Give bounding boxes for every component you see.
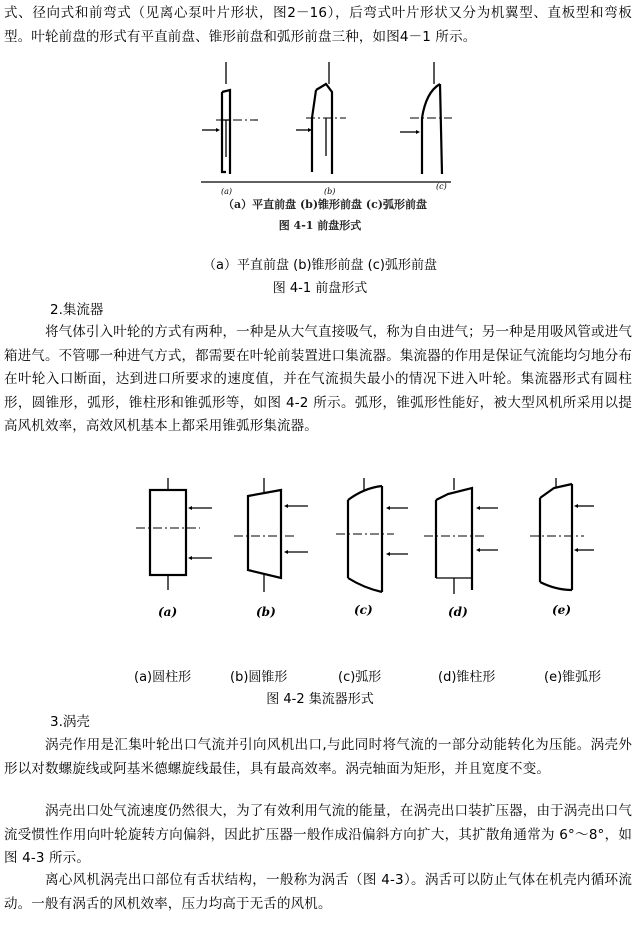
collector-paragraph: 将气体引入叶轮的方式有两种，一种是从大气直接吸气，称为自由进气；另一种是用吸风管或进气箱进气。不管哪一种进气方式，都需要在叶轮前装置进口集流器。集流器的作用是保证气流能均匀地分布在叶轮入口断面，达到进口所要求的速度值，并在气流损失最小的情况下进入叶轮。集流器形式有圆柱形，圆锥形，弧形，锥柱形和锥弧形等，如图 4-2 所示。弧形，锥弧形性能好，被大型风机所采用以提高风机效率，高效风机基本上都采用锥弧形集流器。 xyxy=(4,324,632,434)
volute-paragraph-3: 离心风机涡壳出口部位有舌状结构，一般称为涡舌（图 4-3）。涡舌可以防止气体在机壳内循环流动。一般有涡舌的风机效率，压力均高于无舌的风机。 xyxy=(4,872,632,912)
fig42-sublabel-b: (b)圆锥形 xyxy=(230,670,288,685)
fig42-img-label-e: (e) xyxy=(552,603,571,617)
fig42-caption: 图 4-2 集流器形式 xyxy=(266,692,374,707)
fig42-sublabel-a: (a)圆柱形 xyxy=(134,670,192,685)
fig42-sublabel-d: (d)锥柱形 xyxy=(438,670,496,685)
fig42-diagram-d xyxy=(424,478,498,594)
fig42-sublabel-c: (c)弧形 xyxy=(338,670,382,685)
fig42-img-label-a: (a) xyxy=(158,605,178,618)
fig42-img-label-c: (c) xyxy=(354,603,373,617)
fig41-img-label-a: (a) xyxy=(221,187,233,196)
volute-paragraph-2: 涡壳出口处气流速度仍然很大，为了有效利用气流的能量，在涡壳出口装扩压器，由于涡壳出口气流受惯性作用向叶轮旋转方向偏斜，因此扩压器一般作成沿偏斜方向扩大，其扩散角通常为 6°～8°，如图 4-3 所示。 xyxy=(4,803,632,866)
fig42-diagram-c xyxy=(336,478,408,592)
fig41-image-caption: 图 4-1 前盘形式 xyxy=(278,219,362,232)
fig42-img-label-b: (b) xyxy=(256,605,276,618)
fig41-subcaption: （a）平直前盘 (b)锥形前盘 (c)弧形前盘 xyxy=(203,258,437,273)
fig41-img-label-c: (c) xyxy=(436,182,447,191)
fig41-diagram-a xyxy=(202,62,258,174)
figure-4-2-image xyxy=(136,478,596,618)
volute-paragraph-1: 涡壳作用是汇集叶轮出口气流并引向风机出口,与此同时将气流的一部分动能转化为压能。涡壳外形以对数螺旋线或阿基米德螺旋线最佳，具有最高效率。涡壳轴面为矩形，并且宽度不变。 xyxy=(4,737,632,777)
fig41-diagram-c xyxy=(400,62,452,174)
fig41-img-label-b: (b) xyxy=(324,187,336,196)
fig41-image-subcaption: （a）平直前盘 (b)锥形前盘 (c)弧形前盘 xyxy=(223,198,427,211)
figure-4-1-image xyxy=(196,62,456,212)
heading-collector: 2.集流器 xyxy=(50,302,104,318)
fig42-diagram-e xyxy=(530,478,594,590)
fig42-diagram-a xyxy=(136,478,212,590)
fig42-img-label-d: (d) xyxy=(448,605,468,618)
fig42-sublabel-e: (e)锥弧形 xyxy=(544,670,602,685)
fig42-diagram-b xyxy=(234,478,308,592)
fig41-caption: 图 4-1 前盘形式 xyxy=(272,281,368,296)
fig41-diagram-b xyxy=(296,62,346,174)
heading-volute: 3.涡壳 xyxy=(50,714,90,730)
intro-paragraph: 式、径向式和前弯式（见离心泵叶片形状，图2－16），后弯式叶片形状又分为机翼型、直板型和弯板型。叶轮前盘的形式有平直前盘、锥形前盘和弧形前盘三种，如图4－1 所示。 xyxy=(4,5,632,45)
